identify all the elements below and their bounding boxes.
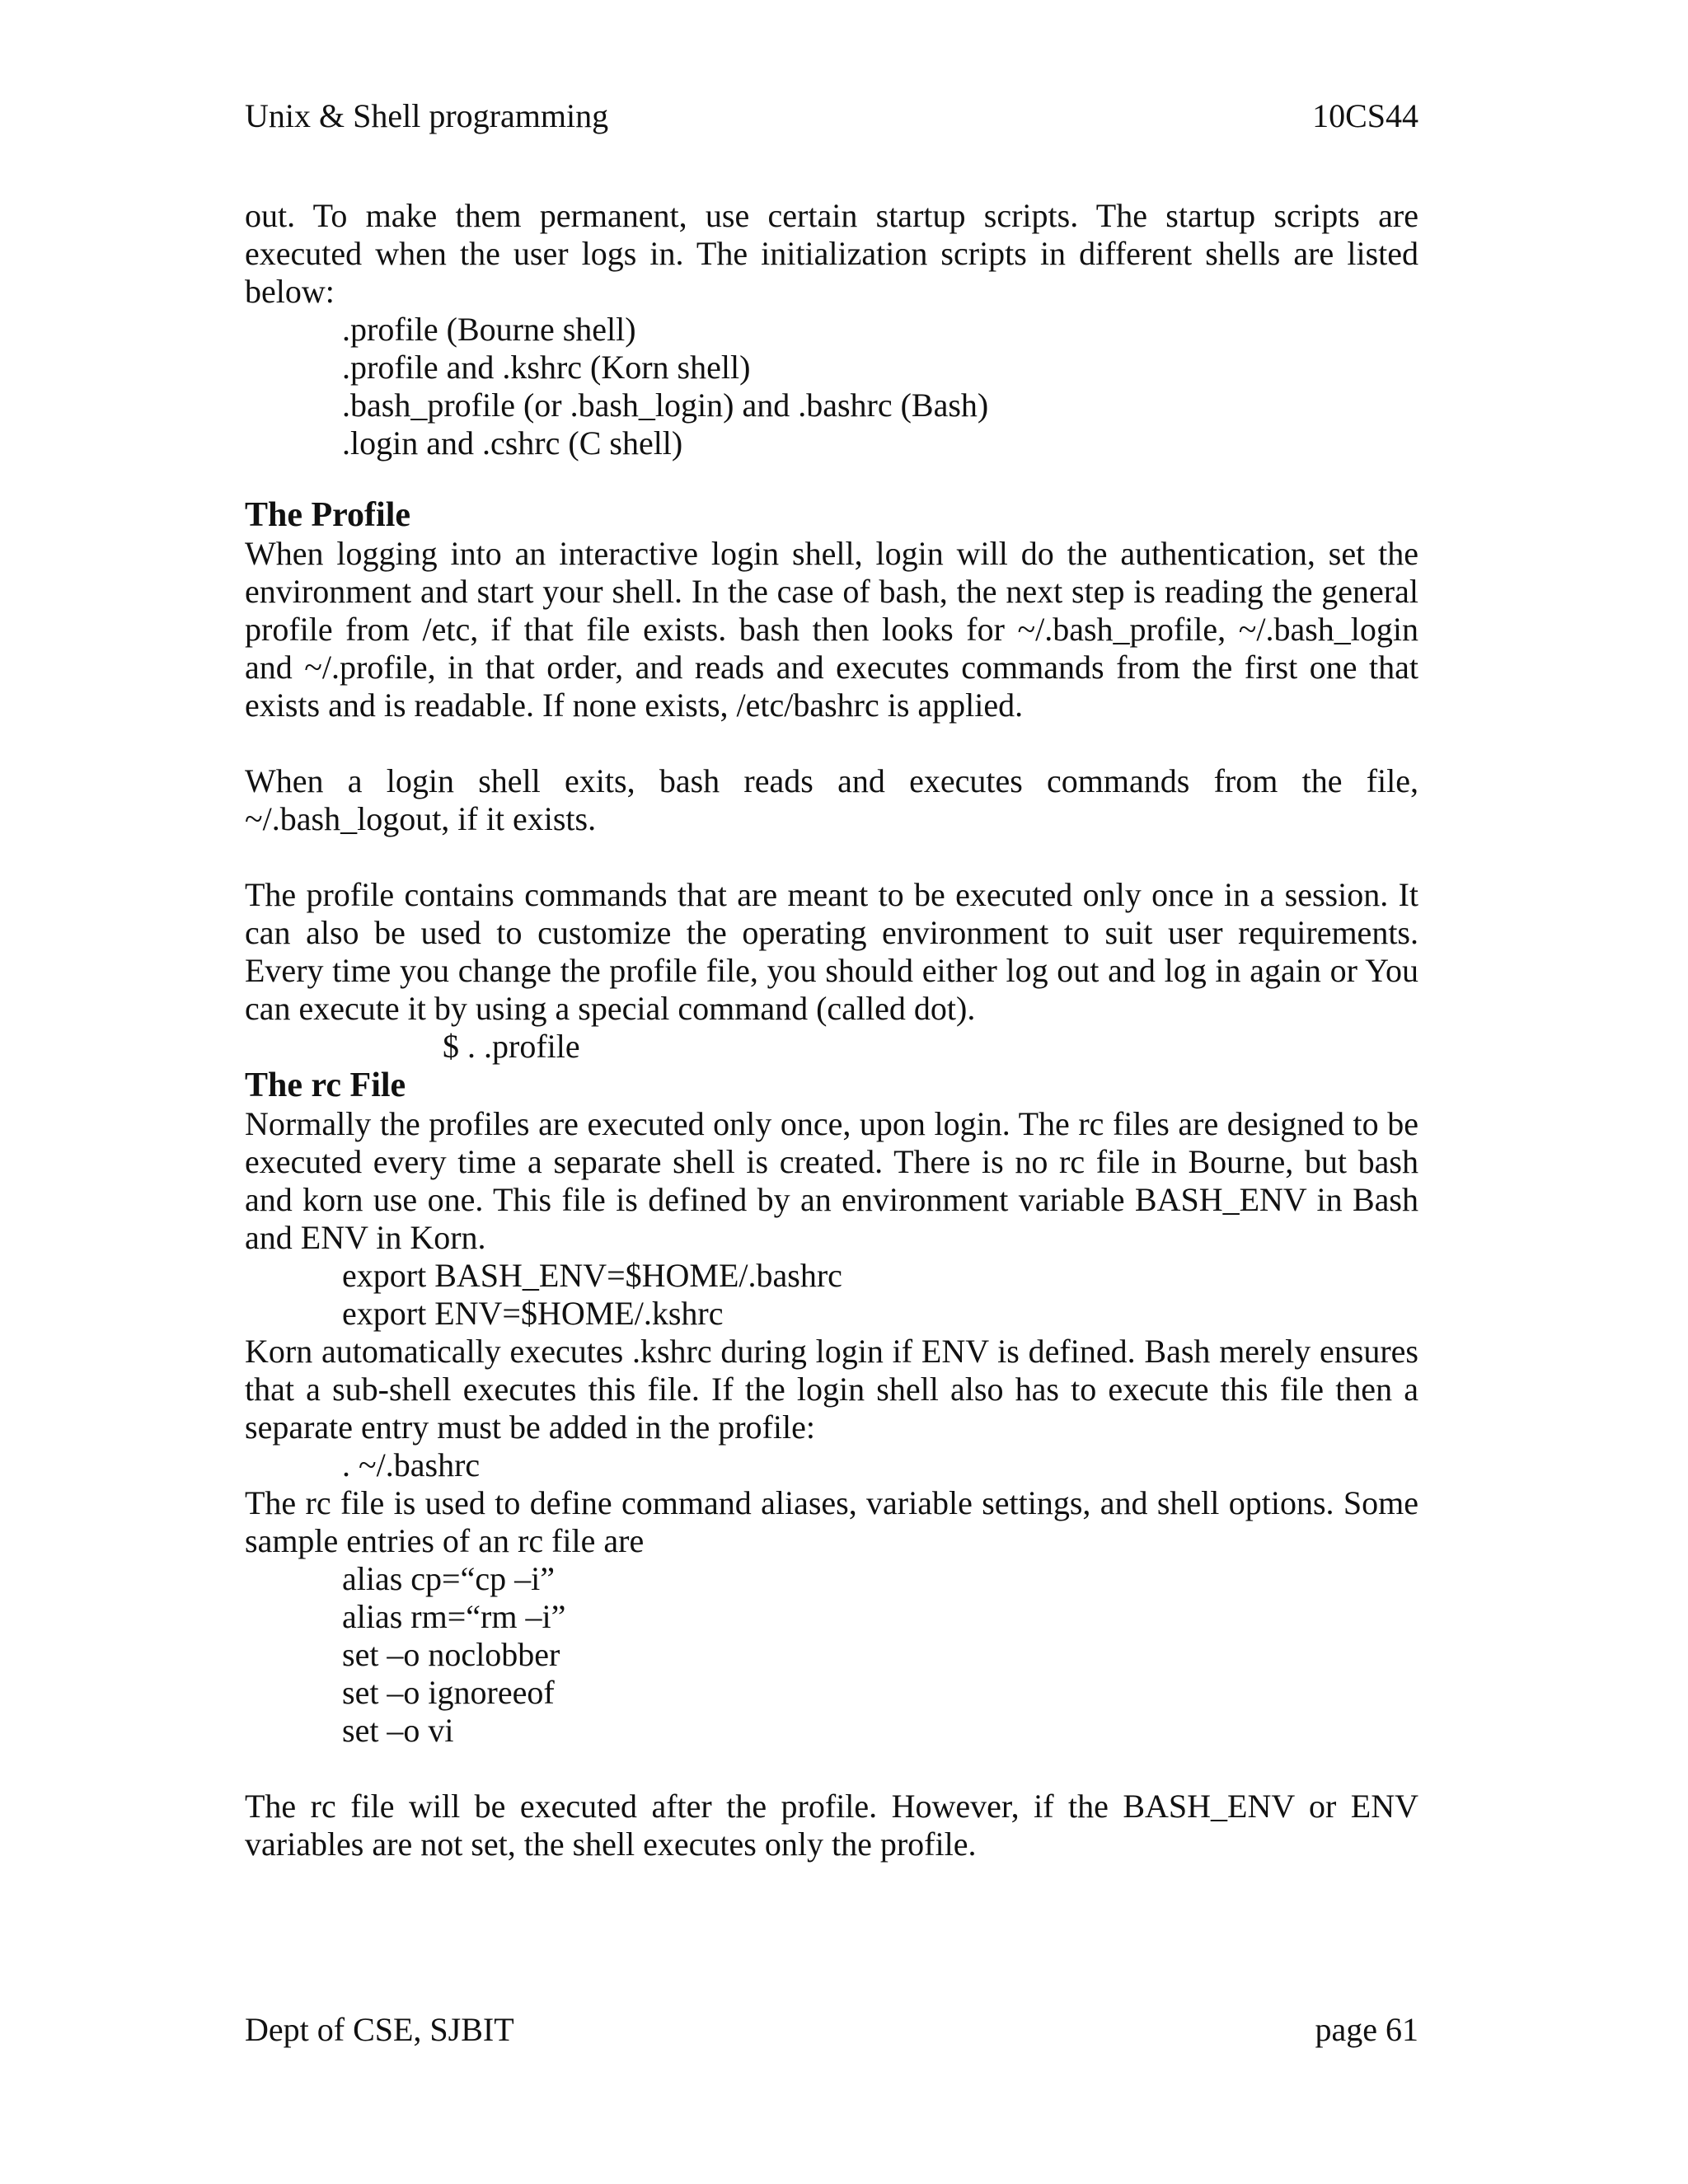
section-heading-profile: The Profile — [245, 496, 411, 534]
profile-paragraph-session: The profile contains commands that are meant to be executed only once in a session. It can also be used to customize the operating environment to suit user requirements. Every time you change the profile file, you should either log out and log in again or You can execute it by using a special command (called dot). — [245, 876, 1418, 1027]
intro-paragraph: out. To make them permanent, use certain startup scripts. The startup scripts are executed when the user logs in. The initialization scripts in different shells are listed below: — [245, 197, 1418, 310]
rc-sample-entry: set –o ignoreeof — [342, 1674, 555, 1711]
export-command: export ENV=$HOME/.kshrc — [342, 1295, 724, 1332]
rc-paragraph-intro: Normally the profiles are executed only once, upon login. The rc files are designed to be executed every time a separate shell is created. There is no rc file in Bourne, but bash and korn use one. This file is defined by an environment variable BASH_ENV in Bash and ENV in Korn. — [245, 1105, 1418, 1256]
page-header — [245, 97, 1418, 135]
dot-command: $ . .profile — [443, 1028, 580, 1065]
startup-script-item: .bash_profile (or .bash_login) and .bashrc (Bash) — [342, 387, 989, 424]
header-course-title: Unix & Shell programming — [245, 97, 609, 134]
logout-line-2: ~/.bash_logout, if it exists. — [245, 800, 597, 837]
rc-sample-entry: alias rm=“rm –i” — [342, 1598, 566, 1635]
rc-sample-entry: set –o vi — [342, 1712, 454, 1749]
footer-department: Dept of CSE, SJBIT — [245, 2011, 514, 2048]
source-bashrc-command: . ~/.bashrc — [342, 1446, 481, 1483]
rc-paragraph-entries: The rc file is used to define command aliases, variable settings, and shell options. Some sample entries of an rc file are — [245, 1484, 1418, 1559]
export-commands — [245, 1257, 1418, 1333]
footer-page-number: page 61 — [1315, 2011, 1418, 2048]
startup-script-item: .profile (Bourne shell) — [342, 311, 636, 348]
logout-line-1: When a login shell exits, bash reads and executes commands from the file, — [245, 762, 1418, 799]
rc-paragraph-korn: Korn automatically executes .kshrc during login if ENV is defined. Bash merely ensures that a sub-shell executes this file. If the login shell also has to execute this file then a separate entry must be added in the profile: — [245, 1333, 1418, 1446]
header-course-code: 10CS44 — [1312, 97, 1418, 134]
profile-paragraph-login: When logging into an interactive login shell, login will do the authentication, set the environment and start your shell. In the case of bash, the next step is reading the general profile from /etc, if that file exists. bash then looks for ~/.bash_profile, ~/.bash_login and ~/.profile, in that order, and reads and executes commands from the first one that exists and is readable. If none exists, /etc/bashrc is applied. — [245, 535, 1418, 724]
page-footer — [245, 2011, 1418, 2049]
export-command: export BASH_ENV=$HOME/.bashrc — [342, 1257, 842, 1294]
section-heading-rc-file: The rc File — [245, 1066, 406, 1104]
rc-sample-entry: set –o noclobber — [342, 1636, 560, 1673]
profile-paragraph-logout — [245, 762, 1418, 838]
rc-paragraph-order: The rc file will be executed after the profile. However, if the BASH_ENV or ENV variables are not set, the shell executes only the profile. — [245, 1788, 1418, 1863]
rc-sample-entry: alias cp=“cp –i” — [342, 1560, 555, 1597]
startup-scripts-list — [245, 311, 1418, 462]
page-content — [245, 197, 1418, 1863]
startup-script-item: .login and .cshrc (C shell) — [342, 424, 683, 462]
rc-sample-entries — [245, 1560, 1418, 1750]
startup-script-item: .profile and .kshrc (Korn shell) — [342, 349, 751, 386]
